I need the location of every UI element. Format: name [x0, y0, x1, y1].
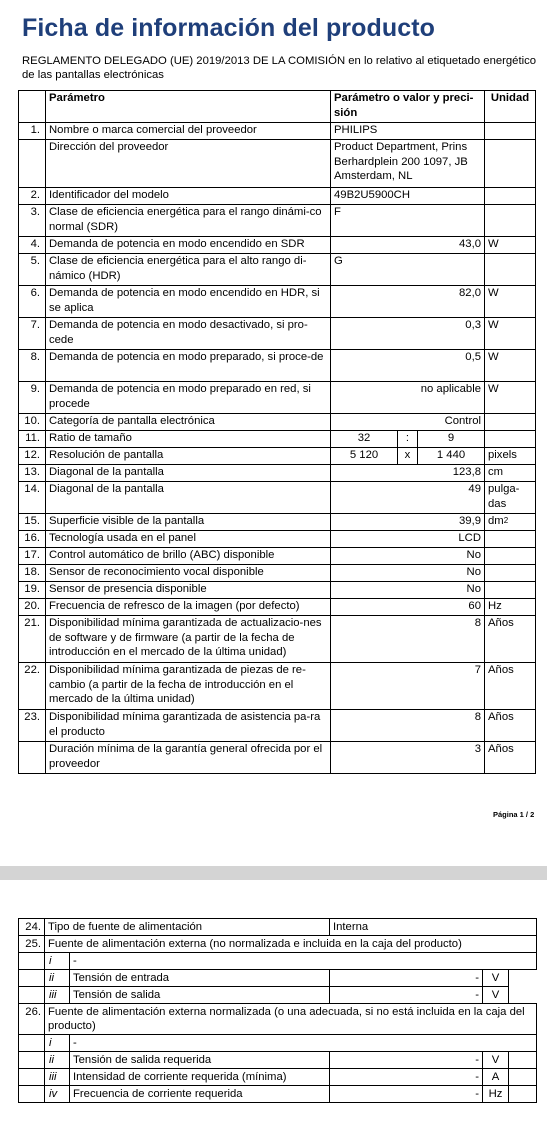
row-param: Duración mínima de la garantía general ofrecida por el proveedor — [46, 742, 331, 774]
row-value: 8 — [331, 710, 485, 742]
row-param: Fuente de alimentación externa normalizada (o una adecuada, si no está incluida en la caja del producto) — [45, 1004, 537, 1035]
table-row — [19, 919, 537, 936]
row-roman: i — [45, 953, 70, 970]
row-unit: Años — [485, 710, 536, 742]
row-unit: W — [485, 318, 536, 350]
header-param: Parámetro — [46, 91, 331, 123]
resolution-b: 1 440 — [418, 448, 485, 465]
row-param: Ratio de tamaño — [46, 431, 331, 448]
table-row — [19, 742, 536, 774]
row-value: No — [331, 582, 485, 599]
row-param: Frecuencia de refresco de la imagen (por defecto) — [46, 599, 331, 616]
table-row — [19, 1069, 537, 1086]
row-value: 7 — [331, 663, 485, 710]
row-param: Dirección del proveedor — [46, 140, 331, 188]
table-row — [19, 1004, 537, 1035]
row-param: Sensor de presencia disponible — [46, 582, 331, 599]
row-unit: V — [483, 987, 509, 1004]
table-row — [19, 1052, 537, 1069]
table-row — [19, 448, 536, 465]
row-value: 123,8 — [331, 465, 485, 482]
row-value: 8 — [331, 616, 485, 663]
header-unit: Unidad — [485, 91, 536, 123]
table-row — [19, 286, 536, 318]
table-row — [19, 350, 536, 382]
ratio-a: 32 — [331, 431, 398, 448]
row-param: Diagonal de la pantalla — [46, 465, 331, 482]
row-num — [19, 742, 46, 774]
row-unit — [485, 188, 536, 205]
table-row — [19, 599, 536, 616]
row-param: - — [70, 1035, 537, 1052]
row-value: No — [331, 548, 485, 565]
row-roman: iv — [45, 1086, 70, 1103]
row-num: 18. — [19, 565, 46, 582]
row-unit: Años — [485, 616, 536, 663]
row-unit: W — [485, 350, 536, 382]
row-num — [19, 140, 46, 188]
row-empty — [509, 970, 537, 987]
table-row — [19, 987, 537, 1004]
row-num: 20. — [19, 599, 46, 616]
row-unit: W — [485, 286, 536, 318]
row-num — [19, 1052, 45, 1069]
row-param: Tensión de salida — [70, 987, 330, 1004]
row-num: 13. — [19, 465, 46, 482]
row-unit: Años — [485, 663, 536, 710]
row-param: Tipo de fuente de alimentación — [45, 919, 330, 936]
row-unit: pulga-das — [485, 482, 536, 514]
row-num: 22. — [19, 663, 46, 710]
row-value: 3 — [331, 742, 485, 774]
row-unit — [485, 140, 536, 188]
resolution-a: 5 120 — [331, 448, 398, 465]
row-value: 43,0 — [331, 237, 485, 254]
row-num — [19, 1035, 45, 1052]
table-row — [19, 482, 536, 514]
row-value: 49B2U5900CH — [331, 188, 485, 205]
row-num: 7. — [19, 318, 46, 350]
row-value: G — [331, 254, 485, 286]
row-num: 12. — [19, 448, 46, 465]
row-param: - — [70, 953, 537, 970]
row-unit: A — [483, 1069, 509, 1086]
table-row — [19, 953, 537, 970]
row-num — [19, 1069, 45, 1086]
resolution-sep: x — [398, 448, 418, 465]
row-num — [19, 953, 45, 970]
table-row — [19, 936, 537, 953]
row-num — [19, 987, 45, 1004]
row-unit: cm — [485, 465, 536, 482]
row-num: 3. — [19, 205, 46, 237]
ratio-b: 9 — [418, 431, 485, 448]
table-row — [19, 254, 536, 286]
row-value: Control — [331, 414, 485, 431]
row-unit: W — [485, 382, 536, 414]
row-value: LCD — [331, 531, 485, 548]
row-param: Diagonal de la pantalla — [46, 482, 331, 514]
row-unit — [485, 414, 536, 431]
row-unit: V — [483, 970, 509, 987]
row-num: 5. — [19, 254, 46, 286]
row-value: No — [331, 565, 485, 582]
row-param: Identificador del modelo — [46, 188, 331, 205]
row-roman: ii — [45, 1052, 70, 1069]
row-value: 49 — [331, 482, 485, 514]
row-roman: iii — [45, 987, 70, 1004]
table-row — [19, 531, 536, 548]
row-unit: W — [485, 237, 536, 254]
spec-table — [18, 90, 536, 774]
row-param: Categoría de pantalla electrónica — [46, 414, 331, 431]
row-value: 60 — [331, 599, 485, 616]
row-empty — [509, 1069, 537, 1086]
table-row — [19, 514, 536, 531]
row-num: 17. — [19, 548, 46, 565]
row-param: Frecuencia de corriente requerida — [70, 1086, 330, 1103]
row-value: - — [330, 1052, 483, 1069]
row-value: 82,0 — [331, 286, 485, 318]
row-num — [19, 970, 45, 987]
row-empty — [509, 1086, 537, 1103]
header-value: Parámetro o valor y preci-sión — [331, 91, 485, 123]
table-header-row — [19, 91, 536, 123]
row-empty — [509, 1052, 537, 1069]
row-param: Demanda de potencia en modo encendido en SDR — [46, 237, 331, 254]
row-num: 8. — [19, 350, 46, 382]
row-num: 26. — [19, 1004, 45, 1035]
table-row — [19, 188, 536, 205]
row-unit — [485, 123, 536, 140]
row-num: 23. — [19, 710, 46, 742]
row-num: 24. — [19, 919, 45, 936]
row-num: 21. — [19, 616, 46, 663]
row-value: PHILIPS — [331, 123, 485, 140]
row-param: Tensión de salida requerida — [70, 1052, 330, 1069]
row-value: 0,5 — [331, 350, 485, 382]
page-separator — [0, 866, 547, 880]
row-value: - — [330, 970, 483, 987]
row-unit: pixels — [485, 448, 536, 465]
row-param: Tecnología usada en el panel — [46, 531, 331, 548]
row-num: 15. — [19, 514, 46, 531]
row-value: - — [330, 1086, 483, 1103]
row-param: Fuente de alimentación externa (no normalizada e incluida en la caja del producto) — [45, 936, 537, 953]
row-param: Nombre o marca comercial del proveedor — [46, 123, 331, 140]
row-param: Intensidad de corriente requerida (mínima) — [70, 1069, 330, 1086]
row-param: Resolución de pantalla — [46, 448, 331, 465]
power-supply-table — [18, 918, 537, 1103]
table-row — [19, 123, 536, 140]
table-row — [19, 205, 536, 237]
row-unit — [485, 582, 536, 599]
row-unit — [485, 514, 536, 531]
row-num: 10. — [19, 414, 46, 431]
table-row — [19, 582, 536, 599]
row-param: Superficie visible de la pantalla — [46, 514, 331, 531]
row-num: 19. — [19, 582, 46, 599]
row-param: Demanda de potencia en modo preparado, si proce-de — [46, 350, 331, 382]
table-row — [19, 710, 536, 742]
row-num: 9. — [19, 382, 46, 414]
row-num: 16. — [19, 531, 46, 548]
row-num: 2. — [19, 188, 46, 205]
row-param: Demanda de potencia en modo desactivado, si pro-cede — [46, 318, 331, 350]
row-value: no aplicable — [331, 382, 485, 414]
row-value: Interna — [330, 919, 537, 936]
row-num: 6. — [19, 286, 46, 318]
row-value: F — [331, 205, 485, 237]
row-value: - — [330, 1069, 483, 1086]
table-row — [19, 616, 536, 663]
row-value: - — [330, 987, 483, 1004]
page-subtitle: REGLAMENTO DELEGADO (UE) 2019/2013 DE LA COMISIÓN en lo relativo al etiquetado energético de las pantallas electrónicas — [22, 55, 537, 81]
unit-superscript: 2 — [503, 516, 509, 525]
row-value: 0,3 — [331, 318, 485, 350]
page-title: Ficha de información del producto — [22, 14, 436, 42]
row-value: Product Department, Prins Berhardplein 200 1097, JB Amsterdam, NL — [331, 140, 485, 188]
row-param: Demanda de potencia en modo encendido en HDR, si se aplica — [46, 286, 331, 318]
row-param: Clase de eficiencia energética para el rango dinámi-co normal (SDR) — [46, 205, 331, 237]
row-unit: Hz — [485, 599, 536, 616]
row-num: 1. — [19, 123, 46, 140]
table-row — [19, 140, 536, 188]
table-row — [19, 382, 536, 414]
table-row — [19, 1086, 537, 1103]
ratio-sep: : — [398, 431, 418, 448]
table-row — [19, 465, 536, 482]
row-param: Disponibilidad mínima garantizada de piezas de re-cambio (a partir de la fecha de introducción en el mercado de la última unidad) — [46, 663, 331, 710]
row-num — [19, 1086, 45, 1103]
row-param: Sensor de reconocimiento vocal disponible — [46, 565, 331, 582]
row-param: Control automático de brillo (ABC) disponible — [46, 548, 331, 565]
row-unit — [485, 548, 536, 565]
table-row — [19, 237, 536, 254]
row-unit — [485, 254, 536, 286]
table-row — [19, 414, 536, 431]
row-unit — [485, 431, 536, 448]
table-row — [19, 970, 537, 987]
table-row — [19, 548, 536, 565]
table-row — [19, 663, 536, 710]
row-param: Clase de eficiencia energética para el alto rango di-námico (HDR) — [46, 254, 331, 286]
row-unit: Hz — [483, 1086, 509, 1103]
row-unit — [485, 565, 536, 582]
row-unit: V — [483, 1052, 509, 1069]
row-roman: i — [45, 1035, 70, 1052]
row-unit — [485, 205, 536, 237]
row-param: Disponibilidad mínima garantizada de asistencia pa-ra el producto — [46, 710, 331, 742]
table-row — [19, 318, 536, 350]
table-row — [19, 1035, 537, 1052]
row-roman: ii — [45, 970, 70, 987]
row-unit: Años — [485, 742, 536, 774]
unit-base: dm — [488, 515, 504, 527]
row-unit — [485, 531, 536, 548]
table-row — [19, 431, 536, 448]
row-num: 25. — [19, 936, 45, 953]
row-empty — [509, 987, 537, 1004]
row-roman: iii — [45, 1069, 70, 1086]
row-param: Demanda de potencia en modo preparado en red, si procede — [46, 382, 331, 414]
row-num: 14. — [19, 482, 46, 514]
header-num — [19, 91, 46, 123]
row-param: Disponibilidad mínima garantizada de actualizacio-nes de software y de firmware (a partir de la fecha de introducción en el mercado de la última unidad) — [46, 616, 331, 663]
row-num: 11. — [19, 431, 46, 448]
row-param: Tensión de entrada — [70, 970, 330, 987]
row-value: 39,9 — [331, 514, 485, 531]
table-row — [19, 565, 536, 582]
row-num: 4. — [19, 237, 46, 254]
page-number: Página 1 / 2 — [493, 810, 535, 819]
